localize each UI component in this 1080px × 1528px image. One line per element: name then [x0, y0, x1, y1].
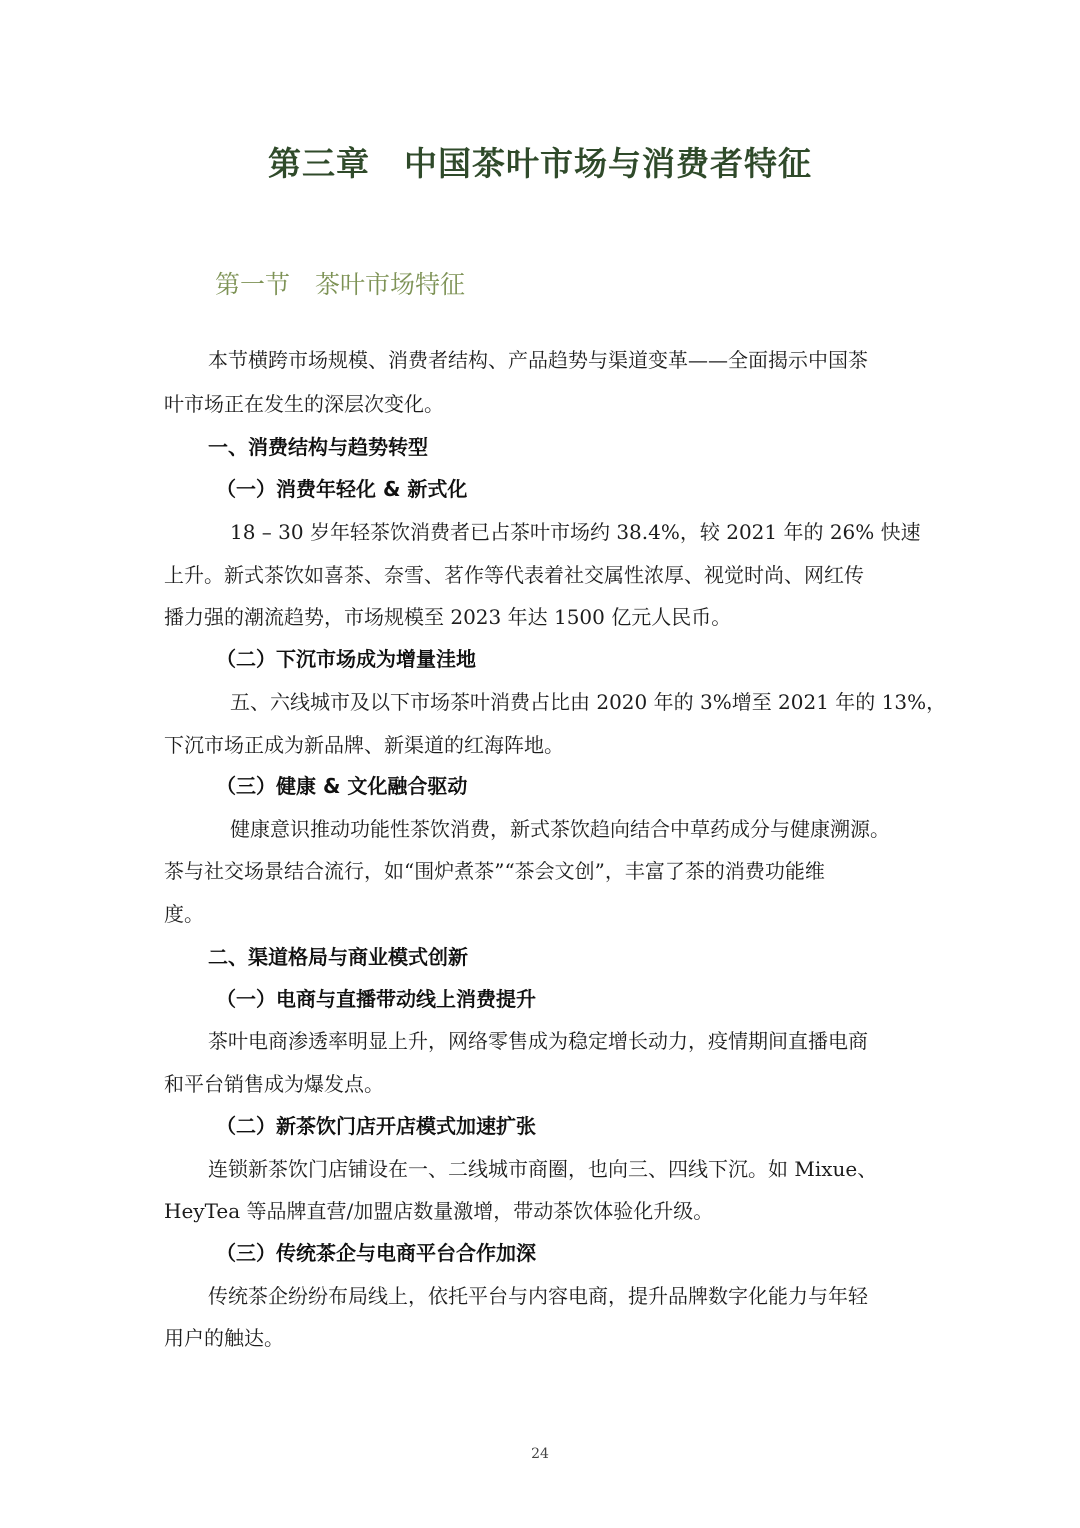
intro-line-2: 叶市场正在发生的深层次变化。: [164, 392, 444, 416]
part2-heading: 二、渠道格局与商业模式创新: [208, 945, 468, 969]
part1-sub3-line-2: 茶与社交场景结合流行，如“围炉煮茶”“茶会文创”，丰富了茶的消费功能维: [164, 859, 825, 883]
part1-sub3-line-1: 健康意识推动功能性茶饮消费，新式茶饮趋向结合中草药成分与健康溯源。: [230, 817, 890, 841]
part2-sub3-heading: （三）传统茶企与电商平台合作加深: [216, 1241, 536, 1265]
page-number: 24: [531, 1446, 549, 1462]
part2-sub2-heading: （二）新茶饮门店开店模式加速扩张: [216, 1114, 536, 1138]
part1-sub1-heading: （一）消费年轻化 & 新式化: [216, 477, 468, 501]
part1-sub3-line-3: 度。: [164, 902, 204, 926]
part2-sub1-line-2: 和平台销售成为爆发点。: [164, 1072, 384, 1096]
part1-heading: 一、消费结构与趋势转型: [208, 435, 428, 459]
part1-sub2-heading: （二）下沉市场成为增量洼地: [216, 647, 476, 671]
part1-sub2-line-1: 五、六线城市及以下市场茶叶消费占比由 2020 年的 3%增至 2021 年的 13%，: [230, 690, 947, 714]
part1-sub2-line-2: 下沉市场正成为新品牌、新渠道的红海阵地。: [164, 733, 564, 757]
part1-sub1-line-3: 播力强的潮流趋势，市场规模至 2023 年达 1500 亿元人民币。: [164, 605, 732, 629]
part1-sub3-heading: （三）健康 & 文化融合驱动: [216, 774, 468, 798]
part2-sub1-heading: （一）电商与直播带动线上消费提升: [216, 987, 536, 1011]
section-title: 第一节 茶叶市场特征: [215, 270, 466, 299]
part2-sub2-line-2: HeyTea 等品牌直营/加盟店数量激增，带动茶饮体验化升级。: [164, 1199, 714, 1223]
part2-sub2-line-1: 连锁新茶饮门店铺设在一、二线城市商圈，也向三、四线下沉。如 Mixue、: [208, 1157, 878, 1181]
part1-sub1-line-2: 上升。新式茶饮如喜茶、奈雪、茗作等代表着社交属性浓厚、视觉时尚、网红传: [164, 563, 864, 587]
part2-sub3-line-2: 用户的触达。: [164, 1326, 284, 1350]
part2-sub3-line-1: 传统茶企纷纷布局线上，依托平台与内容电商，提升品牌数字化能力与年轻: [208, 1284, 868, 1308]
intro-line-1: 本节横跨市场规模、消费者结构、产品趋势与渠道变革——全面揭示中国茶: [208, 348, 868, 372]
part1-sub1-line-1: 18 – 30 岁年轻茶饮消费者已占茶叶市场约 38.4%，较 2021 年的 26% 快速: [230, 520, 921, 544]
part2-sub1-line-1: 茶叶电商渗透率明显上升，网络零售成为稳定增长动力，疫情期间直播电商: [208, 1029, 868, 1053]
chapter-title: 第三章 中国茶叶市场与消费者特征: [268, 144, 812, 183]
